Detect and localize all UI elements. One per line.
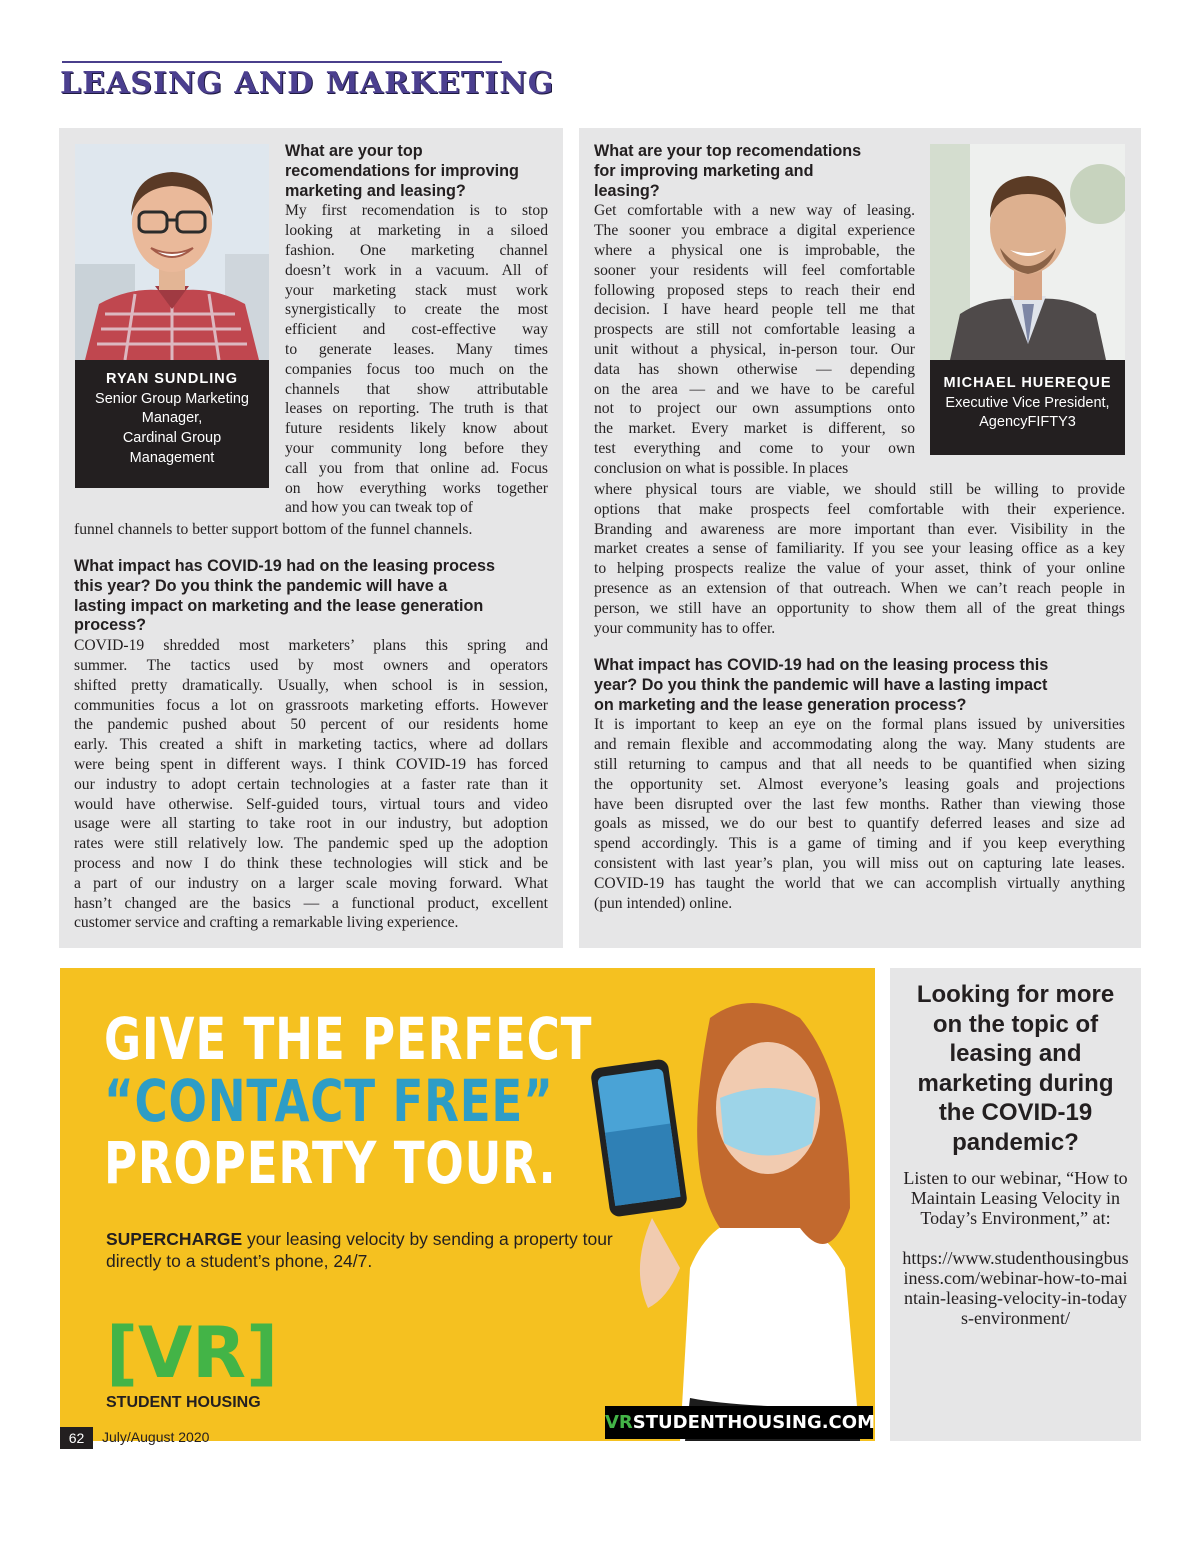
right-answer-1-tail [594, 480, 1125, 638]
answer-line: on how everything works together [285, 479, 548, 497]
answer-line: the market. Every market is different, so [594, 420, 915, 438]
ad-url-badge[interactable] [605, 1406, 873, 1439]
webinar-sidebar [890, 968, 1141, 1441]
michael-huereque-photo [930, 144, 1125, 360]
vr-logo: [VR] [106, 1312, 279, 1394]
answer-line: The sooner you embrace a digital experience [594, 222, 915, 240]
ad-sub-rest: your leasing velocity by sending a property tour directly to a student’s phone, 24/7. [106, 1229, 613, 1271]
answer-line: the opportunity set. Almost everyone’s leasing goals and projections [594, 775, 1125, 793]
answer-line: efficient and cost-effective way [285, 321, 548, 339]
ryan-sundling-photo [75, 144, 269, 360]
title-rule [62, 61, 502, 63]
answer-line: presence as an extension of that outreach. When we can’t reach people in [594, 579, 1125, 597]
right-answer-2 [594, 715, 1125, 913]
michael-name: MICHAEL HUEREQUE [943, 375, 1112, 391]
right-question-1 [594, 142, 915, 201]
left-q1-block [285, 142, 548, 518]
answer-line: future residents likely know about [285, 420, 548, 438]
ryan-caption [75, 360, 269, 488]
answer-line: your community long before they [285, 439, 548, 457]
webinar-link[interactable]: https://www.studenthousingbusiness.com/webinar-how-to-maintain-leasing-velocity-in-todays-environment/ [902, 1248, 1129, 1328]
answer-line: have been disrupted over the last few months. Rather than viewing those [594, 795, 1125, 813]
right-answer-1 [594, 201, 915, 478]
answer-line: synergistically to create the most [285, 301, 548, 319]
answer-line: person, we still have an opportunity to show them all of the great things [594, 599, 1125, 617]
right-q2-block [594, 656, 1125, 913]
question-line: What are your top recomendations [594, 142, 862, 160]
answer-line: the pandemic pushed about 50 percent of our residents home [74, 716, 548, 734]
answer-line: to helping prospects realize the value of your asset, think of your online [594, 560, 1125, 578]
michael-title-line: AgencyFIFTY3 [979, 414, 1076, 431]
michael-caption [930, 360, 1125, 455]
answer-line: decision. I have heard people tell me that [594, 301, 915, 319]
ad-headline-line: PROPERTY TOUR. [104, 1129, 557, 1197]
interview-panel-left [59, 128, 563, 948]
answer-line: conclusion on what is possible. In places [594, 459, 849, 477]
answer-line: usage were all starting to take root in our industry, but adoption [74, 815, 548, 833]
ad-headline [104, 1005, 593, 1197]
answer-line: early. This created a shift in marketing tactics, where ad dollars [74, 736, 548, 754]
left-answer-1 [285, 201, 548, 518]
answer-line: following proposed steps to reach their end [594, 281, 915, 299]
left-question-1 [285, 142, 548, 201]
answer-line: (pun intended) online. [594, 894, 733, 912]
answer-line: COVID-19 has taught the world that we can accomplish virtually anything [594, 874, 1125, 892]
answer-line: to generate leases. Many times [285, 340, 548, 358]
question-line: lasting impact on marketing and the lease generation [74, 596, 484, 615]
left-q2-block [74, 557, 548, 933]
answer-line: still returning to campus and that all needs to be quantified when sizing [594, 755, 1125, 773]
answer-line: COVID-19 shredded most marketers’ plans this spring and [74, 637, 548, 655]
answer-line: hasn’t changed are the basics — a functional product, excellent [74, 894, 548, 912]
answer-line: shifted pretty dramatically. Usually, when school is in session, [74, 676, 548, 694]
left-question-2 [74, 557, 548, 636]
answer-line: your marketing stack must work [285, 281, 548, 299]
question-line: recomendations for improving [285, 161, 519, 180]
answer-line: process and now I do think these technologies will stick and be [74, 854, 548, 872]
ryan-title-line: Manager, [141, 410, 203, 427]
right-question-2 [594, 656, 1125, 715]
left-answer-1-tail: funnel channels to better support bottom of the funnel channels. [74, 521, 473, 538]
question-line: process? [74, 616, 146, 635]
question-line: What impact has COVID-19 had on the leasing process [74, 557, 495, 575]
answer-line: goals as missed, we do our best to quantify deferred leases and size ad [594, 815, 1125, 833]
ryan-title-line: Senior Group Marketing [95, 390, 249, 407]
answer-line: fashion. One marketing channel [285, 241, 548, 259]
answer-line: rates were still relatively low. The pandemic sped up the adoption [74, 835, 548, 853]
right-q1-block [594, 142, 915, 479]
answer-line: test everything and come to your own [594, 439, 915, 457]
answer-line: Branding and awareness are more important than ever. Visibility in the [594, 520, 1125, 538]
sidebar-question: Looking for more on the topic of leasing and marketing during the COVID-19 pandemic? [916, 981, 1115, 1156]
ad-url-vr: VR [605, 1412, 633, 1433]
question-line: on marketing and the lease generation process? [594, 695, 967, 714]
answer-line: on the area — and we have to be careful [594, 380, 915, 398]
answer-line: prospects are still not comfortable leasing a [594, 321, 915, 339]
question-line: leasing? [594, 181, 660, 200]
answer-line: Get comfortable with a new way of leasing. [594, 202, 915, 220]
ad-subtext [106, 1228, 646, 1272]
ad-url-rest: STUDENTHOUSING.COM [632, 1412, 875, 1433]
page-number: 62 [60, 1427, 93, 1449]
answer-line: leases on reporting. The truth is that [285, 400, 548, 418]
michael-title-line: Executive Vice President, [945, 394, 1110, 411]
issue-date: July/August 2020 [102, 1429, 210, 1445]
answer-line: options that make prospects feel comfortable with their experience. [594, 500, 1125, 518]
sidebar-text-block [902, 1168, 1129, 1328]
ryan-name: RYAN SUNDLING [106, 371, 238, 387]
answer-line: channels that show attributable [285, 380, 548, 398]
answer-line: My first recomendation is to stop [285, 202, 548, 220]
answer-line: companies focus too much on the [285, 360, 548, 378]
answer-line: our industry to adopt certain technologies at a faster rate than it [74, 775, 548, 793]
answer-line: where physical tours are viable, we should still be willing to provide [594, 481, 1125, 498]
answer-line: communities focus a lot on grassroots marketing efforts. However [74, 696, 548, 714]
answer-line: consistent with last year’s plan, you will miss out on capturing late leases. [594, 854, 1125, 872]
vr-logo-subtitle: STUDENT HOUSING [106, 1394, 261, 1411]
answer-line: not to project our own assumptions onto [594, 400, 915, 418]
answer-line: summer. The tactics used by most owners and operators [74, 656, 548, 674]
ryan-title-line: Cardinal Group [122, 430, 222, 447]
answer-line: and remain flexible and accommodating along the way. Many students are [594, 736, 1125, 754]
ad-sub-bold: SUPERCHARGE [106, 1229, 243, 1249]
question-line: for improving marketing and [594, 161, 814, 180]
answer-line: your community has to offer. [594, 619, 776, 637]
interview-panel-right [579, 128, 1141, 948]
answer-line: spend accordingly. This is a game of timing and if you keep everything [594, 835, 1125, 853]
answer-line: and how you can tweak top of [285, 499, 473, 517]
answer-line: call you from that online ad. Focus [285, 459, 548, 477]
question-line: year? Do you think the pandemic will have a lasting impact [594, 675, 1048, 694]
question-line: marketing and leasing? [285, 181, 466, 200]
answer-line: market creates a sense of familiarity. If you see your leasing office as a key [594, 540, 1125, 558]
answer-line: were being spent in different ways. I think COVID-19 has forced [74, 755, 548, 773]
answer-line: customer service and crafting a remarkable living experience. [74, 914, 459, 932]
section-title: LEASING AND MARKETING [60, 66, 555, 101]
answer-line: a part of our industry on a larger scale moving forward. What [74, 874, 548, 892]
question-line: What are your top [285, 142, 423, 160]
answer-line: would have otherwise. Self-guided tours, virtual tours and video [74, 795, 548, 813]
answer-line: data has shown otherwise — depending [594, 360, 915, 378]
question-line: What impact has COVID-19 had on the leasing process this [594, 656, 1049, 674]
ad-headline-contact-free: “CONTACT FREE” [104, 1067, 554, 1135]
answer-line: where a physical one is improbable, the [594, 241, 915, 259]
answer-line: It is important to keep an eye on the formal plans issued by universities [594, 716, 1125, 734]
answer-line: looking at marketing in a siloed [285, 222, 548, 240]
question-line: this year? Do you think the pandemic will have a [74, 576, 448, 595]
answer-line: sooner your residents will feel comfortable [594, 261, 915, 279]
vr-student-housing-ad[interactable] [60, 968, 875, 1441]
left-answer-2 [74, 636, 548, 933]
answer-line: unit without a physical, in-person tour. Our [594, 340, 915, 358]
sidebar-text: Listen to our webinar, “How to Maintain Leasing Velocity in Today’s Environment,” at: [903, 1168, 1128, 1228]
answer-line: doesn’t work in a vacuum. All of [285, 261, 548, 279]
ad-model-photo [560, 968, 875, 1441]
ryan-title-line: Management [129, 449, 215, 466]
ad-headline-line: GIVE THE PERFECT [104, 1005, 593, 1073]
